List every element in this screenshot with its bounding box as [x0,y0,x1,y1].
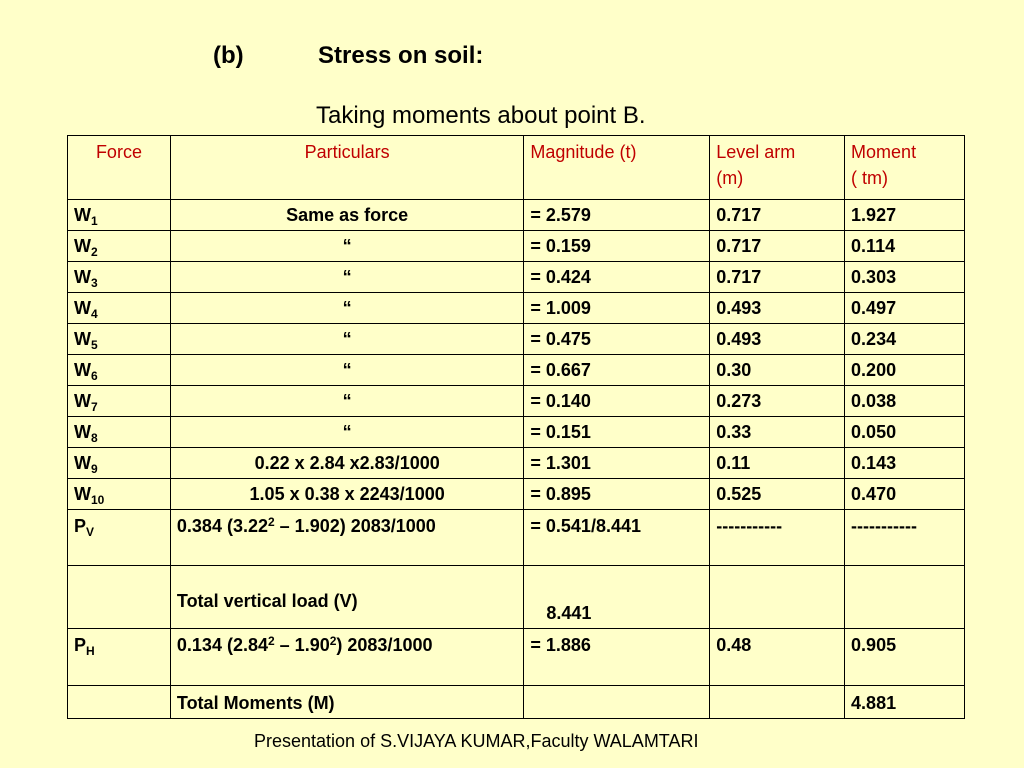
magnitude-cell: = 0.159 [524,231,710,262]
heading-text: Stress on soil: [318,42,484,69]
particulars-cell: “ [170,324,523,355]
lever-arm-cell: 0.493 [710,293,845,324]
total-moments-row [68,686,965,719]
force-cell [68,293,171,324]
table-row [68,200,965,231]
total-vertical-value: 8.441 [524,566,710,629]
moment-cell: ----------- [845,510,965,566]
magnitude-cell [524,686,710,719]
force-symbol: W [74,329,91,349]
force-subscript: 9 [91,462,98,476]
moment-cell: 0.470 [845,479,965,510]
header-lever-arm [710,136,845,200]
particulars-cell: “ [170,386,523,417]
lever-arm-cell: 0.493 [710,324,845,355]
lever-arm-cell: 0.48 [710,629,845,686]
particulars-part: 0.384 (3.22 [176,516,268,536]
force-subscript: 1 [91,214,98,228]
ph-row [68,629,965,686]
moment-cell: 1.927 [845,200,965,231]
force-cell [68,417,171,448]
force-cell [68,686,171,719]
force-cell [68,324,171,355]
lever-arm-cell [710,686,845,719]
force-subscript: V [86,525,95,539]
magnitude-cell: = 0.140 [524,386,710,417]
particulars-part: – 1.90 [274,635,330,655]
magnitude-cell: = 0.151 [524,417,710,448]
moment-cell: 0.497 [845,293,965,324]
table-row [68,324,965,355]
force-cell [68,629,171,686]
particulars-cell: “ [170,355,523,386]
force-subscript: 6 [91,369,98,383]
particulars-cell: “ [170,262,523,293]
magnitude-cell: = 0.667 [524,355,710,386]
superscript: 2 [267,634,275,648]
header-moment-line1: Moment [851,142,917,162]
table-row [68,293,965,324]
particulars-cell [170,510,523,566]
moment-cell: 0.234 [845,324,965,355]
particulars-cell: “ [170,417,523,448]
magnitude-cell: = 2.579 [524,200,710,231]
lever-arm-cell: 0.717 [710,262,845,293]
header-moment [845,136,965,200]
force-subscript: 7 [91,400,98,414]
particulars-part: 0.134 (2.84 [176,635,268,655]
header-force: Force [68,136,171,200]
table-row [68,448,965,479]
lever-arm-cell: 0.33 [710,417,845,448]
heading-label: (b) [213,42,244,69]
particulars-cell: “ [170,293,523,324]
header-lever-arm-line1: Level arm [716,142,796,162]
table-row [68,386,965,417]
magnitude-cell: = 1.301 [524,448,710,479]
magnitude-cell: = 0.424 [524,262,710,293]
moments-table [67,135,965,719]
moment-cell: 0.050 [845,417,965,448]
lever-arm-cell: 0.273 [710,386,845,417]
force-symbol: W [74,453,91,473]
force-symbol: W [74,422,91,442]
particulars-cell: Same as force [170,200,523,231]
force-subscript: 8 [91,431,98,445]
lever-arm-cell: 0.717 [710,200,845,231]
header-particulars: Particulars [170,136,523,200]
magnitude-cell: = 1.009 [524,293,710,324]
moment-cell: 0.200 [845,355,965,386]
moment-cell: 0.303 [845,262,965,293]
particulars-cell: “ [170,231,523,262]
force-subscript: 2 [91,245,98,259]
force-cell [68,262,171,293]
moment-cell: 0.114 [845,231,965,262]
lever-arm-cell [710,566,845,629]
force-symbol: W [74,360,91,380]
force-symbol: W [74,267,91,287]
slide-heading [213,42,483,70]
lever-arm-cell: 0.525 [710,479,845,510]
pv-row [68,510,965,566]
force-subscript: 10 [91,493,105,507]
force-subscript: 3 [91,276,98,290]
magnitude-cell: = 1.886 [524,629,710,686]
force-subscript: 4 [91,307,98,321]
total-vertical-row [68,566,965,629]
magnitude-cell: = 0.475 [524,324,710,355]
force-symbol: P [74,516,87,536]
table-row [68,262,965,293]
table-row [68,355,965,386]
moment-cell: 0.038 [845,386,965,417]
footer-credit: Presentation of S.VIJAYA KUMAR,Faculty WALAMTARI [254,731,699,751]
force-symbol: W [74,391,91,411]
table-row [68,417,965,448]
lever-arm-cell: 0.717 [710,231,845,262]
force-cell [68,200,171,231]
lever-arm-cell: 0.30 [710,355,845,386]
table-row [68,231,965,262]
header-lever-arm-line2: (m) [716,168,744,188]
force-subscript: 5 [91,338,98,352]
superscript: 2 [329,634,337,648]
force-cell [68,386,171,417]
header-magnitude: Magnitude (t) [524,136,710,200]
total-vertical-label: Total vertical load (V) [170,566,523,629]
superscript: 2 [267,515,275,529]
force-cell [68,566,171,629]
particulars-part: ) 2083/1000 [336,635,433,655]
magnitude-cell: = 0.895 [524,479,710,510]
table-header-row [68,136,965,200]
total-moments-label: Total Moments (M) [170,686,523,719]
moment-cell: 0.143 [845,448,965,479]
particulars-cell [170,629,523,686]
force-symbol: W [74,205,91,225]
force-subscript: H [86,644,95,658]
moment-cell [845,566,965,629]
force-cell [68,231,171,262]
lever-arm-cell: ----------- [710,510,845,566]
slide-subheading: Taking moments about point B. [316,102,646,129]
force-symbol: W [74,298,91,318]
force-symbol: W [74,484,91,504]
force-symbol: W [74,236,91,256]
magnitude-cell: = 0.541/8.441 [524,510,710,566]
force-cell [68,448,171,479]
lever-arm-cell: 0.11 [710,448,845,479]
force-symbol: P [74,635,87,655]
force-cell [68,479,171,510]
particulars-cell: 1.05 x 0.38 x 2243/1000 [170,479,523,510]
table-row [68,479,965,510]
particulars-cell: 0.22 x 2.84 x2.83/1000 [170,448,523,479]
total-moments-value: 4.881 [845,686,965,719]
header-moment-line2: ( tm) [851,168,889,188]
moment-cell: 0.905 [845,629,965,686]
particulars-part: – 1.902) 2083/1000 [274,516,436,536]
force-cell [68,355,171,386]
force-cell [68,510,171,566]
